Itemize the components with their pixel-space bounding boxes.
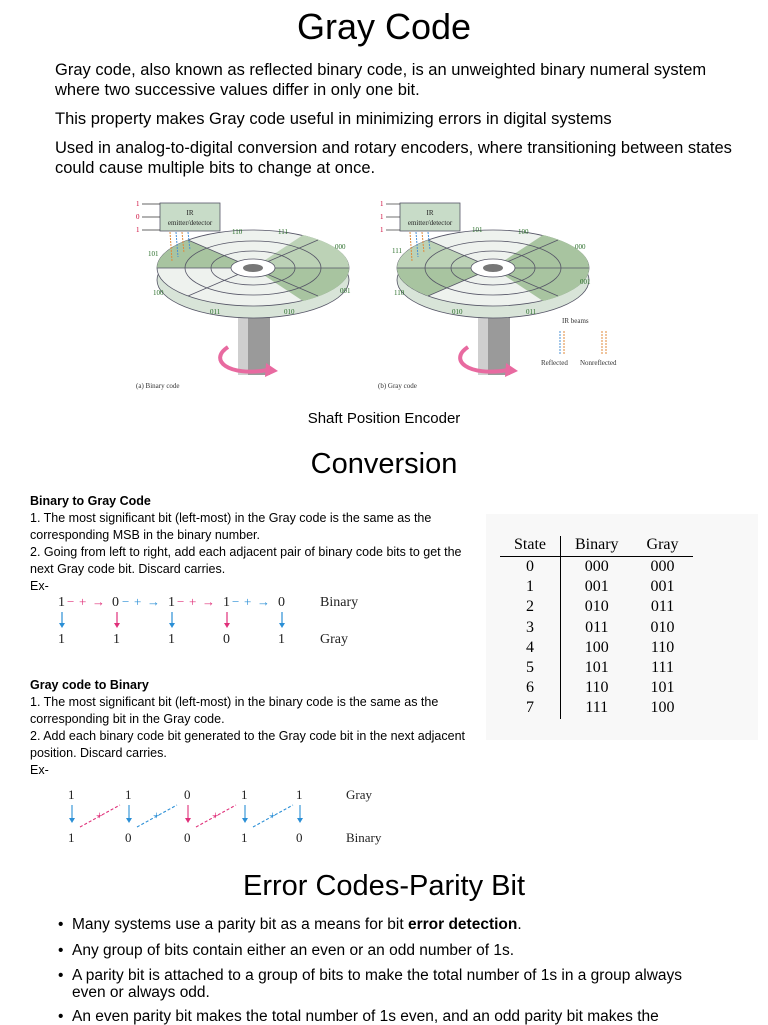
binary-label: Binary xyxy=(346,830,382,845)
binary-digit: 1 xyxy=(68,830,75,845)
gray-cell: 000 xyxy=(650,558,675,575)
state-table-panel xyxy=(486,514,758,740)
binary-cell: 011 xyxy=(585,618,609,636)
bullet-item: • A parity bit is attached to a group of bits to make the total number of 1s in a group always even or always odd. xyxy=(58,967,683,1001)
svg-text:−: − xyxy=(177,594,185,609)
sector-code: 100 xyxy=(153,289,164,297)
gray-to-binary-step1: 1. The most significant bit (left-most) in the binary code is the same as the corresponding bit in the Gray code. xyxy=(30,695,439,726)
bullet-item: • Any group of bits contain either an even or an odd number of 1s. xyxy=(58,942,515,959)
nonreflected-label: Nonreflected xyxy=(580,359,617,367)
binary-digit: 1 xyxy=(223,595,230,610)
sector-code: 101 xyxy=(148,250,159,258)
svg-text:+: + xyxy=(153,808,160,822)
table-header-gray: Gray xyxy=(633,536,693,557)
bit-output: 1 xyxy=(380,226,384,234)
emitter-label-bottom: emitter/detector xyxy=(167,219,213,227)
emitter-label-top: IR xyxy=(186,209,194,217)
sector-code: 101 xyxy=(472,226,483,234)
table-row xyxy=(500,678,693,698)
page-title: Gray Code xyxy=(296,6,472,47)
table-row xyxy=(500,618,693,638)
bit-output: 1 xyxy=(380,200,384,208)
binary-to-gray-step2: 2. Going from left to right, add each adjacent pair of binary code bits to get the next Gray code bit. Discard carries. xyxy=(30,545,462,576)
table-row xyxy=(500,577,693,597)
section-title-conversion: Conversion xyxy=(310,448,458,480)
binary-digit: 0 xyxy=(125,830,132,845)
binary-cell: 110 xyxy=(585,679,609,697)
gray-digit: 0 xyxy=(184,787,191,802)
gray-digit: 1 xyxy=(68,787,75,802)
bullet-text: Any group of bits contain either an even or an odd number of 1s. xyxy=(72,942,515,959)
binary-cell: 101 xyxy=(584,659,609,677)
sector-code: 001 xyxy=(340,287,351,295)
svg-text:+: + xyxy=(212,808,219,822)
sector-code: 110 xyxy=(394,289,405,297)
example-label: Ex- xyxy=(30,763,49,777)
table-row xyxy=(500,658,693,678)
binary-label: Binary xyxy=(320,595,359,610)
gray-cell: 111 xyxy=(651,659,674,677)
bullet-item: • An even parity bit makes the total number of 1s even, and an odd parity bit makes the xyxy=(58,1008,659,1025)
binary-to-gray-heading: Binary to Gray Code xyxy=(30,494,151,508)
gray-digit: 1 xyxy=(125,787,132,802)
binary-to-gray-step1: 1. The most significant bit (left-most) in the Gray code is the same as the corresponding MSB in the binary number. xyxy=(30,511,432,542)
gray-to-binary-step2: 2. Add each binary code bit generated to the Gray code bit in the next adjacent position. Discard carries. xyxy=(30,729,466,760)
binary-encoder-diagram xyxy=(136,200,351,390)
bit-output: 1 xyxy=(380,213,384,221)
sector-code: 001 xyxy=(580,278,591,286)
state-cell: 2 xyxy=(500,597,561,617)
svg-text:+: + xyxy=(269,808,276,822)
gray-encoder-diagram xyxy=(378,200,617,390)
gray-label: Gray xyxy=(320,632,348,647)
binary-cell: 000 xyxy=(584,558,609,575)
bit-output: 1 xyxy=(136,226,140,234)
binary-to-gray-example xyxy=(50,590,380,652)
state-cell: 6 xyxy=(500,678,561,698)
binary-digit: 1 xyxy=(58,595,65,610)
state-cell: 7 xyxy=(500,698,561,718)
binary-gray-table xyxy=(500,536,693,719)
sector-code: 000 xyxy=(575,243,586,251)
gray-code-usefulness: This property makes Gray code useful in minimizing errors in digital systems xyxy=(55,110,612,128)
bullet-text: An even parity bit makes the total number of 1s even, and an odd parity bit makes the xyxy=(72,1008,659,1025)
sector-code: 000 xyxy=(335,243,346,251)
reflected-label: Reflected xyxy=(541,359,568,367)
binary-cell: 001 xyxy=(584,578,609,596)
gray-digit: 0 xyxy=(223,632,230,647)
emitter-label-top: IR xyxy=(426,209,434,217)
state-cell: 5 xyxy=(500,658,561,678)
gray-digit: 1 xyxy=(278,632,285,647)
sector-code: 010 xyxy=(452,308,463,316)
emitter-label-bottom: emitter/detector xyxy=(407,219,453,227)
binary-code-caption: (a) Binary code xyxy=(136,382,180,390)
svg-text:+: + xyxy=(134,594,142,609)
bit-output: 0 xyxy=(136,213,140,221)
svg-text:−: − xyxy=(67,594,75,609)
svg-text:+: + xyxy=(96,808,103,822)
bullet-bold-text: error detection xyxy=(407,916,518,933)
svg-text:−: − xyxy=(122,594,130,609)
ir-beams-label: IR beams xyxy=(562,317,589,325)
section-title-parity: Error Codes-Parity Bit xyxy=(242,870,525,902)
binary-digit: 0 xyxy=(278,595,285,610)
gray-digit: 1 xyxy=(168,632,175,647)
binary-digit: 0 xyxy=(112,595,119,610)
example-label: Ex- xyxy=(30,579,49,593)
table-row xyxy=(500,698,693,718)
bullet-text: Many systems use a parity bit as a means for bit xyxy=(72,916,408,933)
state-cell: 0 xyxy=(500,557,561,578)
svg-text:→: → xyxy=(202,594,215,609)
svg-text:−: − xyxy=(232,594,240,609)
bullet-text-end: . xyxy=(517,916,522,933)
state-cell: 3 xyxy=(500,618,561,638)
sector-code: 010 xyxy=(284,308,295,316)
gray-cell: 011 xyxy=(650,598,675,616)
table-row xyxy=(500,638,693,658)
bullet-text: A parity bit is attached to a group of bits to make the total number of 1s in a group always even or always odd. xyxy=(72,967,683,1001)
gray-label: Gray xyxy=(346,787,372,802)
gray-code-caption: (b) Gray code xyxy=(378,382,417,390)
svg-text:→: → xyxy=(92,594,105,609)
gray-cell: 010 xyxy=(650,618,675,636)
binary-cell: 010 xyxy=(584,598,609,616)
gray-to-binary-example xyxy=(60,785,400,847)
binary-cell: 111 xyxy=(585,699,609,717)
svg-text:+: + xyxy=(189,594,197,609)
state-cell: 4 xyxy=(500,638,561,658)
gray-cell: 001 xyxy=(650,578,675,596)
table-row xyxy=(500,597,693,617)
binary-digit: 0 xyxy=(296,830,303,845)
gray-cell: 101 xyxy=(650,679,675,697)
sector-code: 110 xyxy=(232,228,243,236)
svg-text:+: + xyxy=(79,594,87,609)
gray-digit: 1 xyxy=(58,632,65,647)
binary-digit: 0 xyxy=(184,830,191,845)
table-row xyxy=(500,557,693,578)
table-header-binary: Binary xyxy=(561,536,633,557)
sector-code: 111 xyxy=(278,228,288,236)
sector-code: 011 xyxy=(210,308,221,316)
state-cell: 1 xyxy=(500,577,561,597)
figure-caption: Shaft Position Encoder xyxy=(307,410,461,427)
gray-code-usage: Used in analog-to-digital conversion and rotary encoders, where transitioning between states could cause multiple bits to change at once. xyxy=(55,139,732,177)
bullet-item: • Many systems use a parity bit as a means for bit error detection. xyxy=(58,916,522,933)
sector-code: 011 xyxy=(526,308,537,316)
gray-to-binary-heading: Gray code to Binary xyxy=(30,678,149,692)
gray-digit: 1 xyxy=(241,787,248,802)
bit-output: 1 xyxy=(136,200,140,208)
svg-text:→: → xyxy=(147,594,160,609)
gray-cell: 110 xyxy=(650,638,675,656)
gray-digit: 1 xyxy=(296,787,303,802)
gray-code-definition: Gray code, also known as reflected binary code, is an unweighted binary numeral system where two successive values differ in only one bit. xyxy=(55,61,707,99)
gray-digit: 1 xyxy=(113,632,120,647)
gray-cell: 100 xyxy=(650,699,675,717)
binary-digit: 1 xyxy=(168,595,175,610)
svg-text:→: → xyxy=(257,594,270,609)
table-header-state: State xyxy=(500,536,561,557)
shaft-encoder-figure xyxy=(128,195,648,400)
binary-cell: 100 xyxy=(584,638,609,656)
binary-digit: 1 xyxy=(241,830,248,845)
sector-code: 111 xyxy=(392,247,402,255)
svg-text:+: + xyxy=(244,594,252,609)
sector-code: 100 xyxy=(518,228,529,236)
